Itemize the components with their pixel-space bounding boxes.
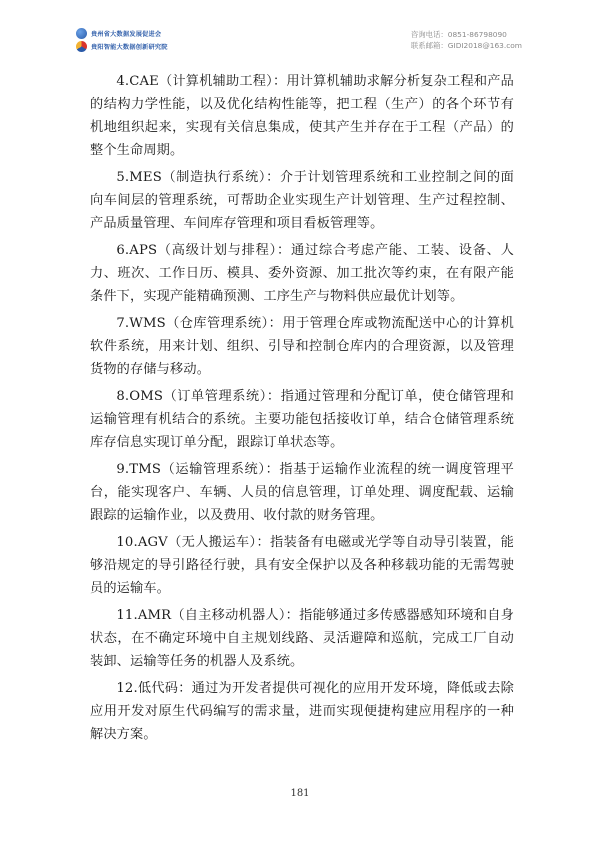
institute-emblem-icon [76, 41, 87, 52]
logo-institute-name: 贵阳智能大数据创新研究院 [91, 43, 168, 51]
glossary-entry-cae: 4.CAE（计算机辅助工程）：用计算机辅助求解分析复杂工程和产品的结构力学性能，以及优化结构性能等，把工程（生产）的各个环节有机地组织起来，实现有关信息集成，使其产生并存在于工程（产品）的整个生命周期。 [90, 74, 514, 158]
contact-email: 联系邮箱：GIDI2018@163.com [410, 41, 522, 50]
logo-association-name: 贵州省大数据发展促进会 [91, 30, 162, 38]
association-emblem-icon [76, 28, 87, 39]
contact-info [411, 29, 522, 51]
glossary-entry-agv: 10.AGV（无人搬运车）：指装备有电磁或光学等自动导引装置，能够沿规定的导引路径行驶，具有安全保护以及各种移载功能的无需驾驶员的运输车。 [90, 535, 514, 596]
glossary-entry-oms: 8.OMS（订单管理系统）：指通过管理和分配订单，使仓储管理和运输管理有机结合的系统。主要功能包括接收订单，结合仓储管理系统库存信息实现订单分配，跟踪订单状态等。 [90, 389, 514, 450]
logo-row-institute [76, 40, 168, 52]
glossary-entry-aps: 6.APS（高级计划与排程）：通过综合考虑产能、工装、设备、人力、班次、工作日历、模具、委外资源、加工批次等约束，在有限产能条件下，实现产能精确预测、工序生产与物料供应最优计划等。 [90, 243, 514, 304]
glossary-entry-amr: 11.AMR（自主移动机器人）：指能够通过多传感器感知环境和自身状态，在不确定环境中自主规划线路、灵活避障和巡航，完成工厂自动装卸、运输等任务的机器人及系统。 [90, 608, 514, 669]
contact-phone: 咨询电话：0851-86798090 [410, 30, 507, 39]
glossary-entry-low-code: 12.低代码：通过为开发者提供可视化的应用开发环境，降低或去除应用开发对原生代码编写的需求量，进而实现便捷构建应用程序的一种解决方案。 [90, 681, 514, 742]
page-header [0, 0, 600, 60]
glossary-entry-wms: 7.WMS（仓库管理系统）：用于管理仓库或物流配送中心的计算机软件系统，用来计划、组织、引导和控制仓库内的合理资源，以及管理货物的存储与移动。 [90, 316, 514, 377]
logo-row-association [76, 27, 161, 39]
glossary-entry-mes: 5.MES（制造执行系统）：介于计划管理系统和工业控制之间的面向车间层的管理系统，可帮助企业实现生产计划管理、生产过程控制、产品质量管理、车间库存管理和项目看板管理等。 [90, 170, 514, 231]
glossary-entry-tms: 9.TMS（运输管理系统）：指基于运输作业流程的统一调度管理平台，能实现客户、车辆、人员的信息管理，订单处理、调度配载、运输跟踪的运输作业，以及费用、收付款的财务管理。 [90, 462, 514, 523]
glossary-body [90, 70, 514, 750]
page-number: 181 [290, 788, 310, 799]
organization-logo [76, 26, 206, 52]
